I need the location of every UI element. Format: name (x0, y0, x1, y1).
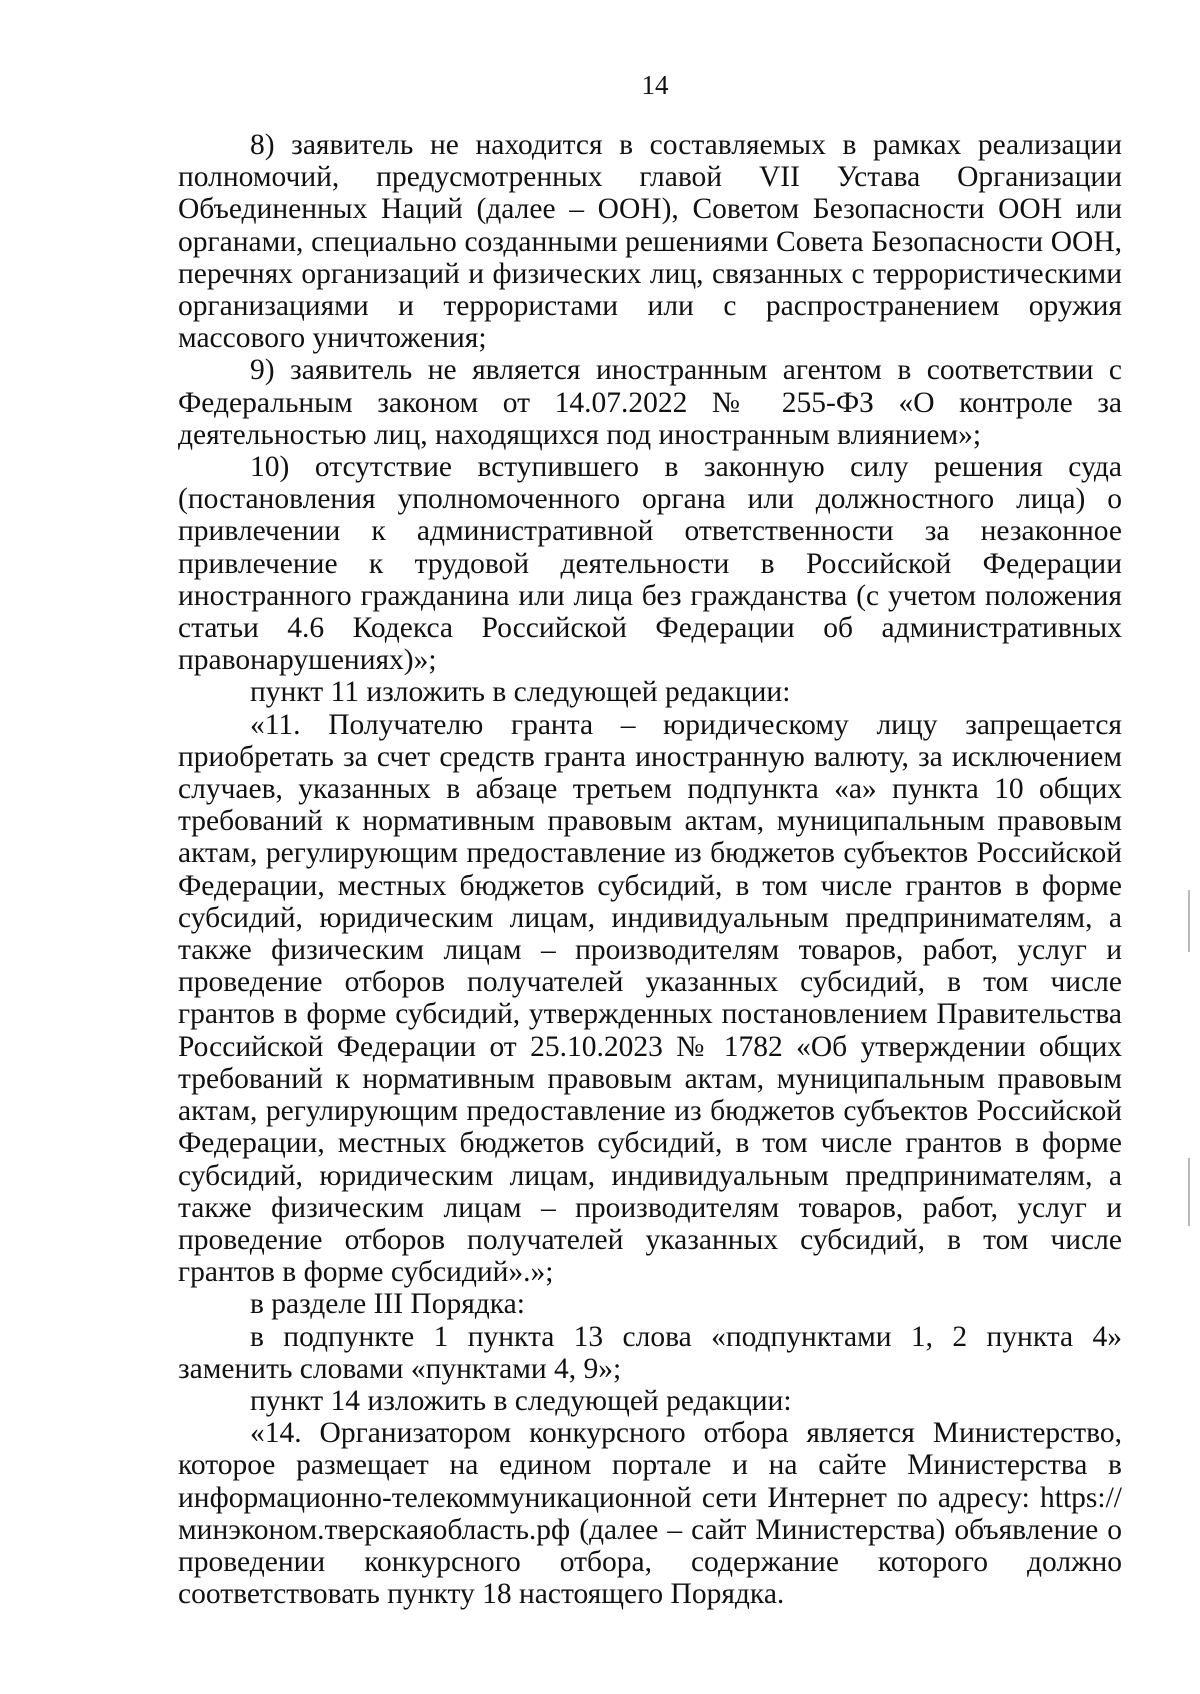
paragraph-item-8: 8) заявитель не находится в составляемых в рамках реализации полномочий, предусмотренных главой VII Устава Организации Объединенных Наций (далее – ООН), Советом Безопасности ООН или органами, специально созданными решениями Совета Безопасности ООН, перечнях организаций и физических лиц, связанных с террористическими организациями и террористами или с распространением оружия массового уничтожения; (178, 129, 1122, 355)
scan-edge-mark-lower (1188, 1158, 1190, 1226)
paragraph-point-13-change: в подпункте 1 пункта 13 слова «подпунктами 1, 2 пункта 4» заменить словами «пунктами 4, 9»; (178, 1320, 1122, 1385)
paragraph-item-10: 10) отсутствие вступившего в законную силу решения суда (постановления уполномоченного органа или должностного лица) о привлечении к административной ответственности за незаконное привлечение к трудовой деятельности в Российской Федерации иностранного гражданина или лица без гражданства (с учетом положения статьи 4.6 Кодекса Российской Федерации об административных правонарушениях)»; (178, 451, 1122, 677)
page-number: 14 (641, 70, 669, 100)
paragraph-item-9: 9) заявитель не является иностранным агентом в соответствии с Федеральным законом от 14.07.2022 № 255-ФЗ «О контроле за деятельностью лиц, находящихся под иностранным влиянием»; (178, 354, 1122, 451)
scan-edge-mark-upper (1188, 890, 1190, 952)
paragraph-amend-point-14: пункт 14 изложить в следующей редакции: (250, 1384, 792, 1417)
paragraph-section-3: в разделе III Порядка: (250, 1288, 525, 1321)
paragraph-point-11-text: «11. Получателю гранта – юридическому лицу запрещается приобретать за счет средств гранта иностранную валюту, за исключением случаев, указанных в абзаце третьем подпункта «а» пункта 10 общих требований к нормативным правовым актам, муниципальным правовым актам, регулирующим предоставление из бюджетов субъектов Российской Федерации, местных бюджетов субсидий, в том числе грантов в форме субсидий, юридическим лицам, индивидуальным предпринимателям, а также физическим лицам – производителям товаров, работ, услуг и проведение отборов получателей указанных субсидий, в том числе грантов в форме субсидий, утвержденных постановлением Правительства Российской Федерации от 25.10.2023 № 1782 «Об утверждении общих требований к нормативным правовым актам, муниципальным правовым актам, регулирующим предоставление из бюджетов субъектов Российской Федерации, местных бюджетов субсидий, в том числе грантов в форме субсидий, юридическим лицам, индивидуальным предпринимателям, а также физическим лицам – производителям товаров, работ, услуг и проведение отборов получателей указанных субсидий, в том числе грантов в форме субсидий».»; (178, 708, 1122, 1289)
document-body (178, 129, 1122, 1610)
paragraph-amend-point-11: пункт 11 изложить в следующей редакции: (250, 676, 791, 709)
paragraph-point-14-text: «14. Организатором конкурсного отбора является Министерство, которое размещает на едином портале и на сайте Министерства в информационно-телекоммуникационной сети Интернет по адресу: https://минэконом.тверскаяобласть.рф (далее – сайт Министерства) объявление о проведении конкурсного отбора, содержание которого должно соответствовать пункту 18 настоящего Порядка. (178, 1417, 1122, 1611)
